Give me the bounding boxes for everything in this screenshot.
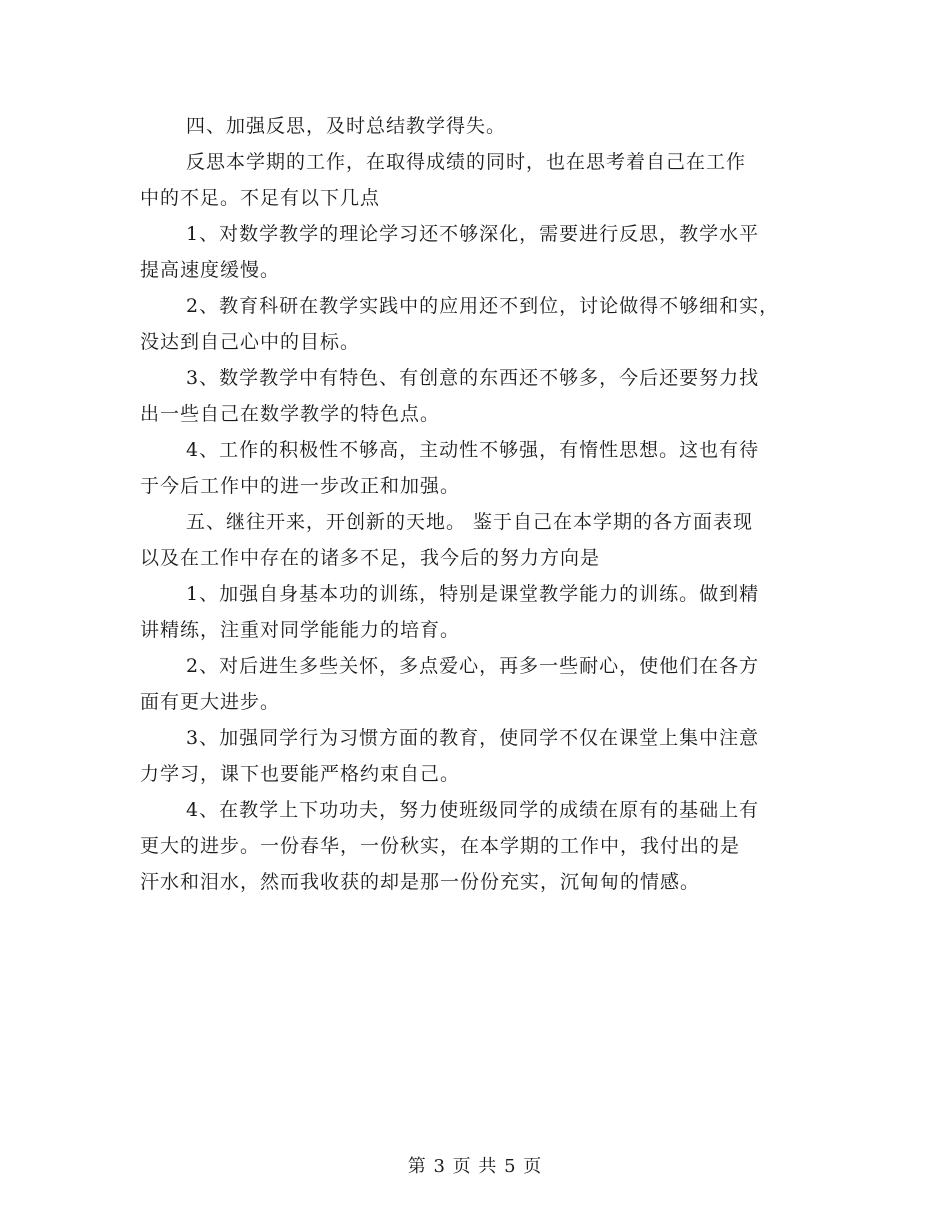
paragraph [140,108,820,144]
paragraph-line: 1、对数学教学的理论学习还不够深化，需要进行反思，教学水平 [186,223,760,245]
paragraph [140,648,820,720]
paragraph-line: 2、教育科研在教学实践中的应用还不到位，讨论做得不够细和实， [186,295,780,317]
paragraph-line: 于今后工作中的进一步改正和加强。 [140,475,461,497]
paragraph-line: 出一些自己在数学教学的特色点。 [140,403,441,425]
paragraph-line: 提高速度缓慢。 [140,259,281,281]
paragraph [140,432,820,504]
paragraph [140,216,820,288]
paragraph [140,144,820,216]
paragraph-line: 面有更大进步。 [140,691,281,713]
paragraph-line: 讲精练，注重对同学能能力的培育。 [140,619,461,641]
paragraph-line: 3、加强同学行为习惯方面的教育，使同学不仅在课堂上集中注意 [186,727,760,749]
paragraph-line: 没达到自己心中的目标。 [140,331,361,353]
paragraph [140,360,820,432]
paragraph-line: 中的不足。不足有以下几点 [140,187,381,209]
paragraph [140,792,820,900]
paragraph [140,504,820,576]
paragraph-line: 四、加强反思，及时总结教学得失。 [186,115,507,137]
paragraph-line: 3、数学教学中有特色、有创意的东西还不够多，今后还要努力找 [186,367,760,389]
paragraph-line: 力学习，课下也要能严格约束自己。 [140,763,461,785]
page-number-footer: 第 3 页 共 5 页 [407,1156,543,1177]
paragraph-line: 反思本学期的工作，在取得成绩的同时，也在思考着自己在工作 [186,151,747,173]
document-body [140,108,820,900]
paragraph-line: 2、对后进生多些关怀，多点爱心，再多一些耐心，使他们在各方 [186,655,760,677]
paragraph-line: 4、工作的积极性不够高，主动性不够强，有惰性思想。这也有待 [186,439,760,461]
paragraph-line: 更大的进步。一份春华，一份秋实，在本学期的工作中，我付出的是 [140,835,741,857]
paragraph-line: 汗水和泪水，然而我收获的却是那一份份充实，沉甸甸的情感。 [140,871,701,893]
paragraph-line: 1、加强自身基本功的训练，特别是课堂教学能力的训练。做到精 [186,583,760,605]
paragraph-line: 4、在教学上下功功夫，努力使班级同学的成绩在原有的基础上有 [186,799,760,821]
paragraph-line: 以及在工作中存在的诸多不足，我今后的努力方向是 [140,547,601,569]
paragraph [140,288,820,360]
paragraph [140,720,820,792]
paragraph [140,576,820,648]
paragraph-line: 五、继往开来，开创新的天地。 鉴于自己在本学期的各方面表现 [186,511,754,533]
